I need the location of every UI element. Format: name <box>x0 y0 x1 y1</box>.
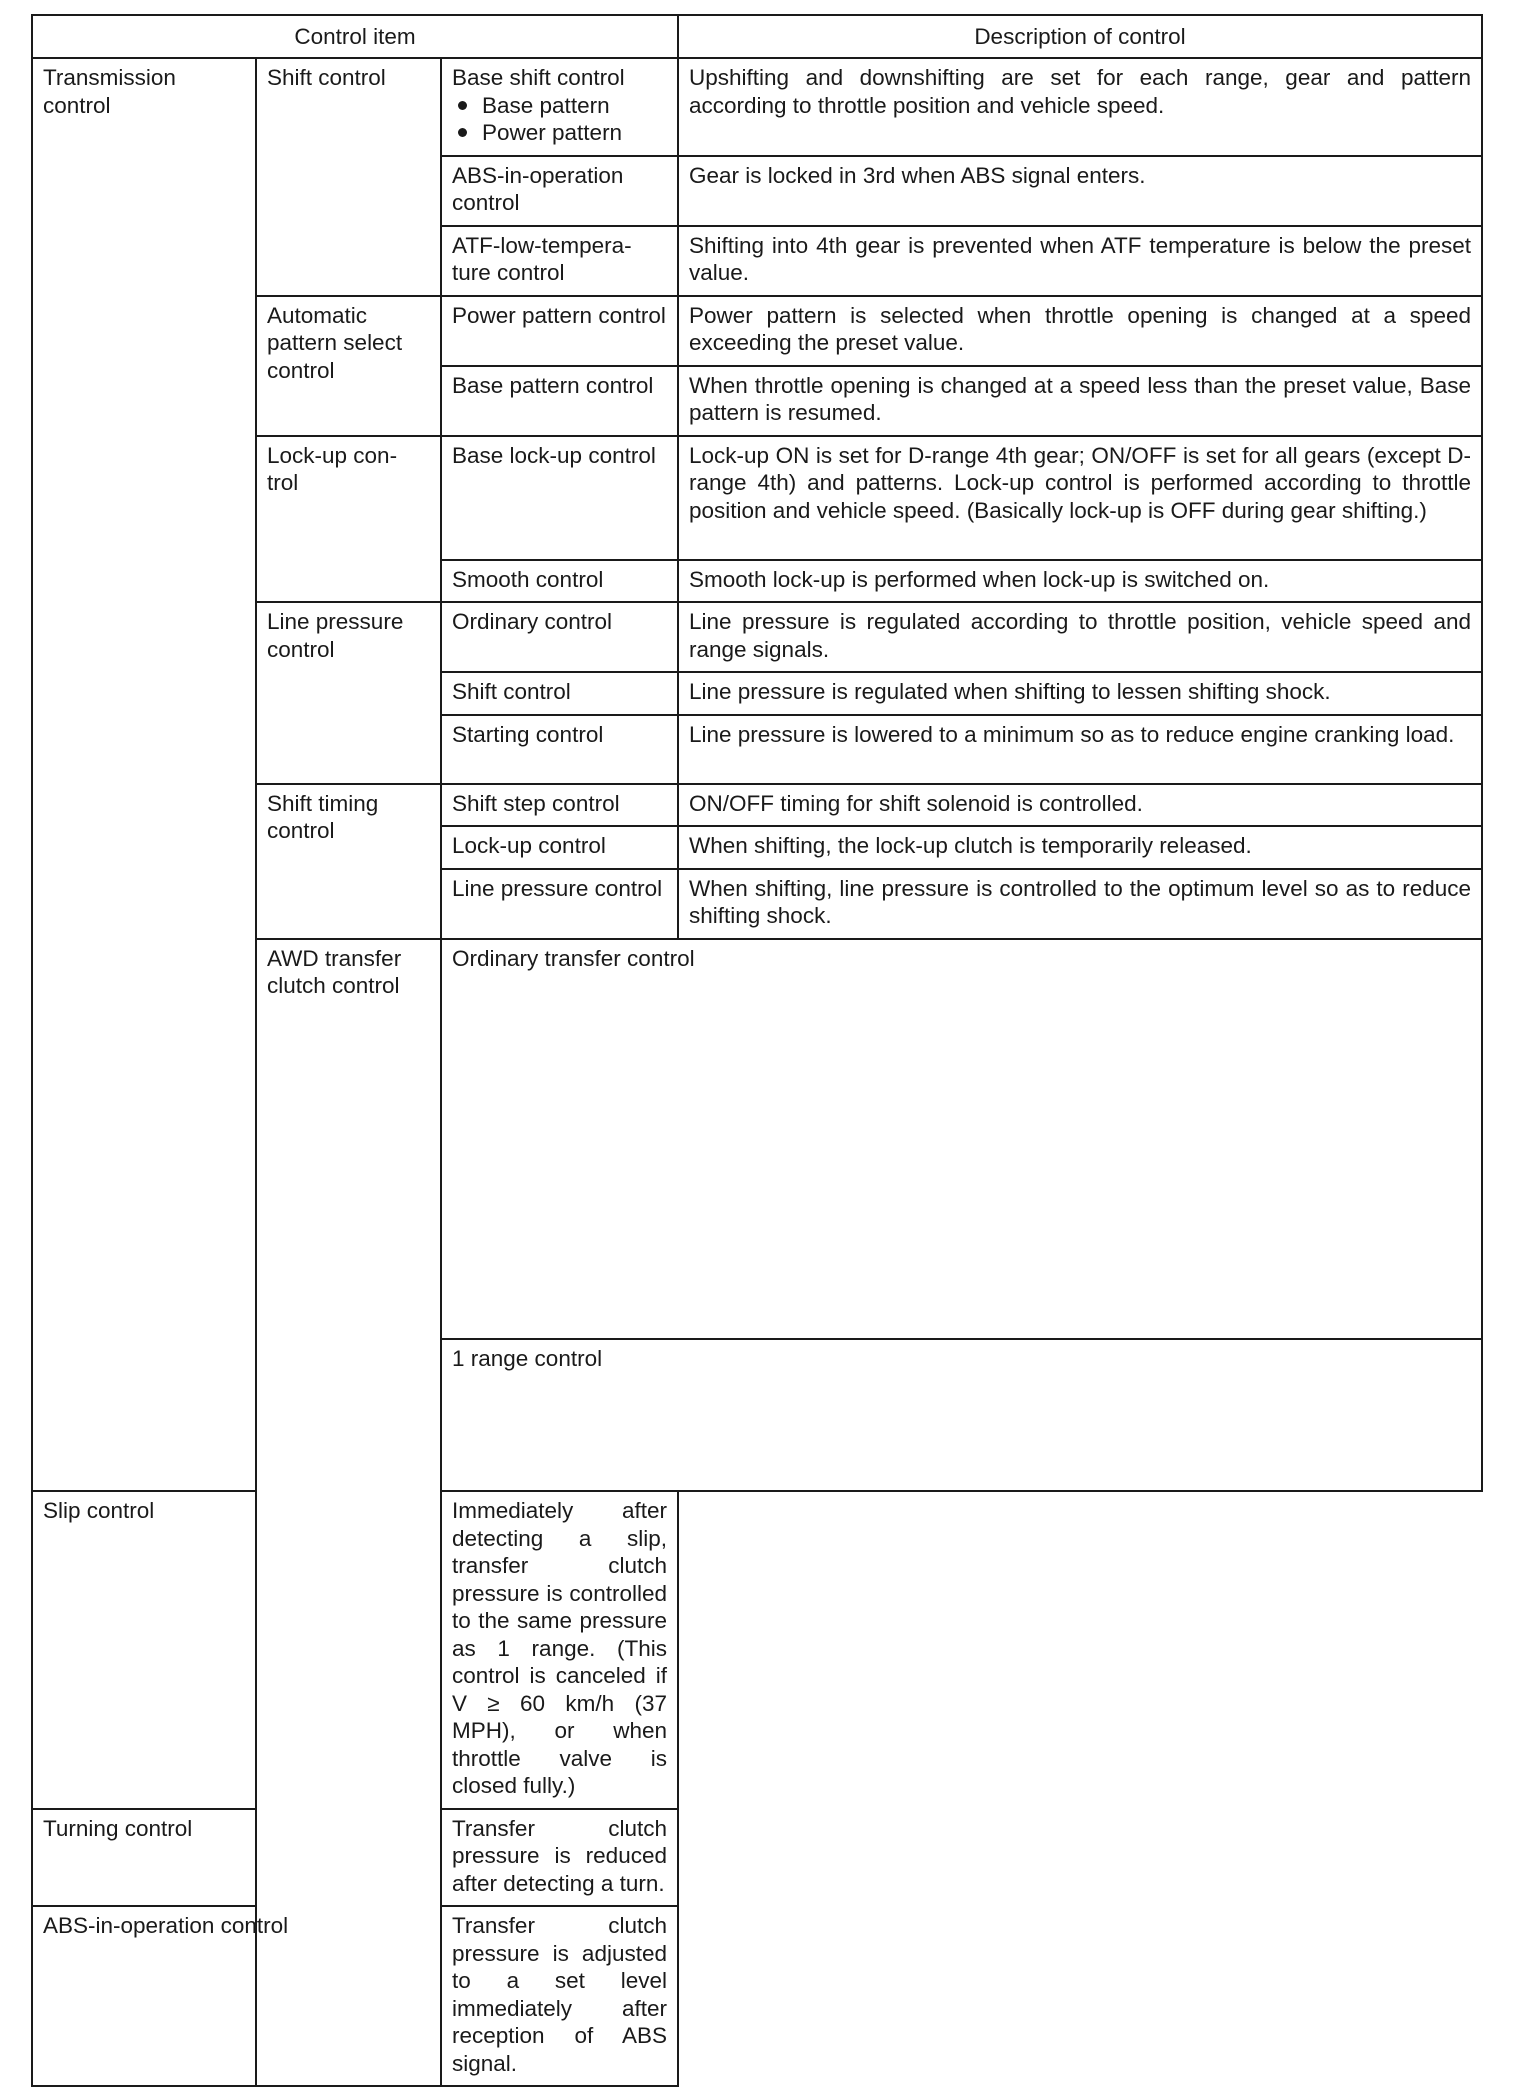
item-base-pattern-control: Base pattern control <box>441 366 678 436</box>
header-row <box>32 15 1482 58</box>
group-automatic-pattern-select: Automatic pattern select control <box>256 296 441 436</box>
category-awd-transfer-clutch: AWD transfer clutch control <box>256 939 441 2087</box>
control-table <box>31 14 1483 2087</box>
item-abs-in-operation-control: ABS-in-operation control <box>441 156 678 226</box>
item-shift-step-control: Shift step control <box>441 784 678 827</box>
item-slip-control: Slip control <box>32 1491 441 1809</box>
desc-smooth-control: Smooth lock-up is performed when lock-up is switched on. <box>678 560 1482 603</box>
table-row <box>32 1809 1482 1907</box>
table-row <box>32 1491 1482 1809</box>
table-row <box>32 1906 1482 2086</box>
desc-base-pattern-control: When throttle opening is changed at a speed less than the preset value, Base pattern is resumed. <box>678 366 1482 436</box>
desc-line-pressure-control: When shifting, line pressure is controlled to the optimum level so as to reduce shifting shock. <box>678 869 1482 939</box>
group-line-pressure-control: Line pressure control <box>256 602 441 784</box>
item-base-lock-up-control: Base lock-up control <box>441 436 678 560</box>
bullet-item <box>452 92 667 120</box>
desc-power-pattern-control: Power pattern is selected when throttle opening is changed at a speed exceeding the preset value. <box>678 296 1482 366</box>
bullet-icon <box>458 128 467 137</box>
bullet-label: Power pattern <box>482 120 623 145</box>
desc-lock-up-control: When shifting, the lock-up clutch is temporarily released. <box>678 826 1482 869</box>
item-ordinary-control: Ordinary control <box>441 602 678 672</box>
desc-starting-control: Line pressure is lowered to a minimum so as to reduce engine cranking load. <box>678 715 1482 784</box>
item-label: Base shift control <box>452 65 625 90</box>
desc-slip-control: Immediately after detecting a slip, transfer clutch pressure is controlled to the same pressure as 1 range. (This control is canceled if V ≥ 60 km/h (37 MPH), or when throttle valve is closed fully.) <box>441 1491 678 1809</box>
bullet-label: Base pattern <box>482 92 610 118</box>
item-awd-abs-in-operation-control: ABS-in-operation control <box>32 1906 441 2086</box>
item-power-pattern-control: Power pattern control <box>441 296 678 366</box>
item-base-shift-control <box>441 58 678 156</box>
item-1-range-control: 1 range control <box>441 1339 1482 1492</box>
item-ordinary-transfer-control: Ordinary transfer control <box>441 939 1482 1339</box>
desc-abs-in-operation-control: Gear is locked in 3rd when ABS signal enters. <box>678 156 1482 226</box>
item-smooth-control: Smooth control <box>441 560 678 603</box>
header-control-item: Control item <box>32 15 678 58</box>
bullet-item <box>452 119 667 147</box>
item-line-pressure-control: Line pressure control <box>441 869 678 939</box>
desc-turning-control: Transfer clutch pressure is reduced after detecting a turn. <box>441 1809 678 1907</box>
desc-base-shift-control: Upshifting and downshifting are set for each range, gear and pattern according to throttle position and vehicle speed. <box>678 58 1482 156</box>
desc-base-lock-up-control: Lock-up ON is set for D-range 4th gear; ON/OFF is set for all gears (except D-range 4th) and patterns. Lock-up control is performed according to throttle position and vehicle speed. (Basically lock-up is OFF during gear shifting.) <box>678 436 1482 560</box>
desc-shift-control: Line pressure is regulated when shifting to lessen shifting shock. <box>678 672 1482 715</box>
bullet-icon <box>458 101 467 110</box>
desc-shift-step-control: ON/OFF timing for shift solenoid is controlled. <box>678 784 1482 827</box>
group-shift-control: Shift control <box>256 58 441 296</box>
desc-awd-abs-in-operation-control: Transfer clutch pressure is adjusted to a set level immediately after reception of ABS signal. <box>441 1906 678 2086</box>
item-label-cont: ture control <box>452 260 565 285</box>
group-lock-up-control: Lock-up con- trol <box>256 436 441 603</box>
table-row <box>32 58 1482 156</box>
item-starting-control: Starting control <box>441 715 678 784</box>
desc-atf-low-temperature-control: Shifting into 4th gear is prevented when ATF temperature is below the preset value. <box>678 226 1482 296</box>
item-shift-control: Shift control <box>441 672 678 715</box>
item-atf-low-temperature-control: ATF-low-tempera- ture control <box>441 226 678 296</box>
item-turning-control: Turning control <box>32 1809 441 1907</box>
item-lock-up-control: Lock-up control <box>441 826 678 869</box>
desc-ordinary-control: Line pressure is regulated according to throttle position, vehicle speed and range signals. <box>678 602 1482 672</box>
group-shift-timing-control: Shift timing control <box>256 784 441 939</box>
category-transmission: Transmission control <box>32 58 256 1491</box>
header-description: Description of control <box>678 15 1482 58</box>
